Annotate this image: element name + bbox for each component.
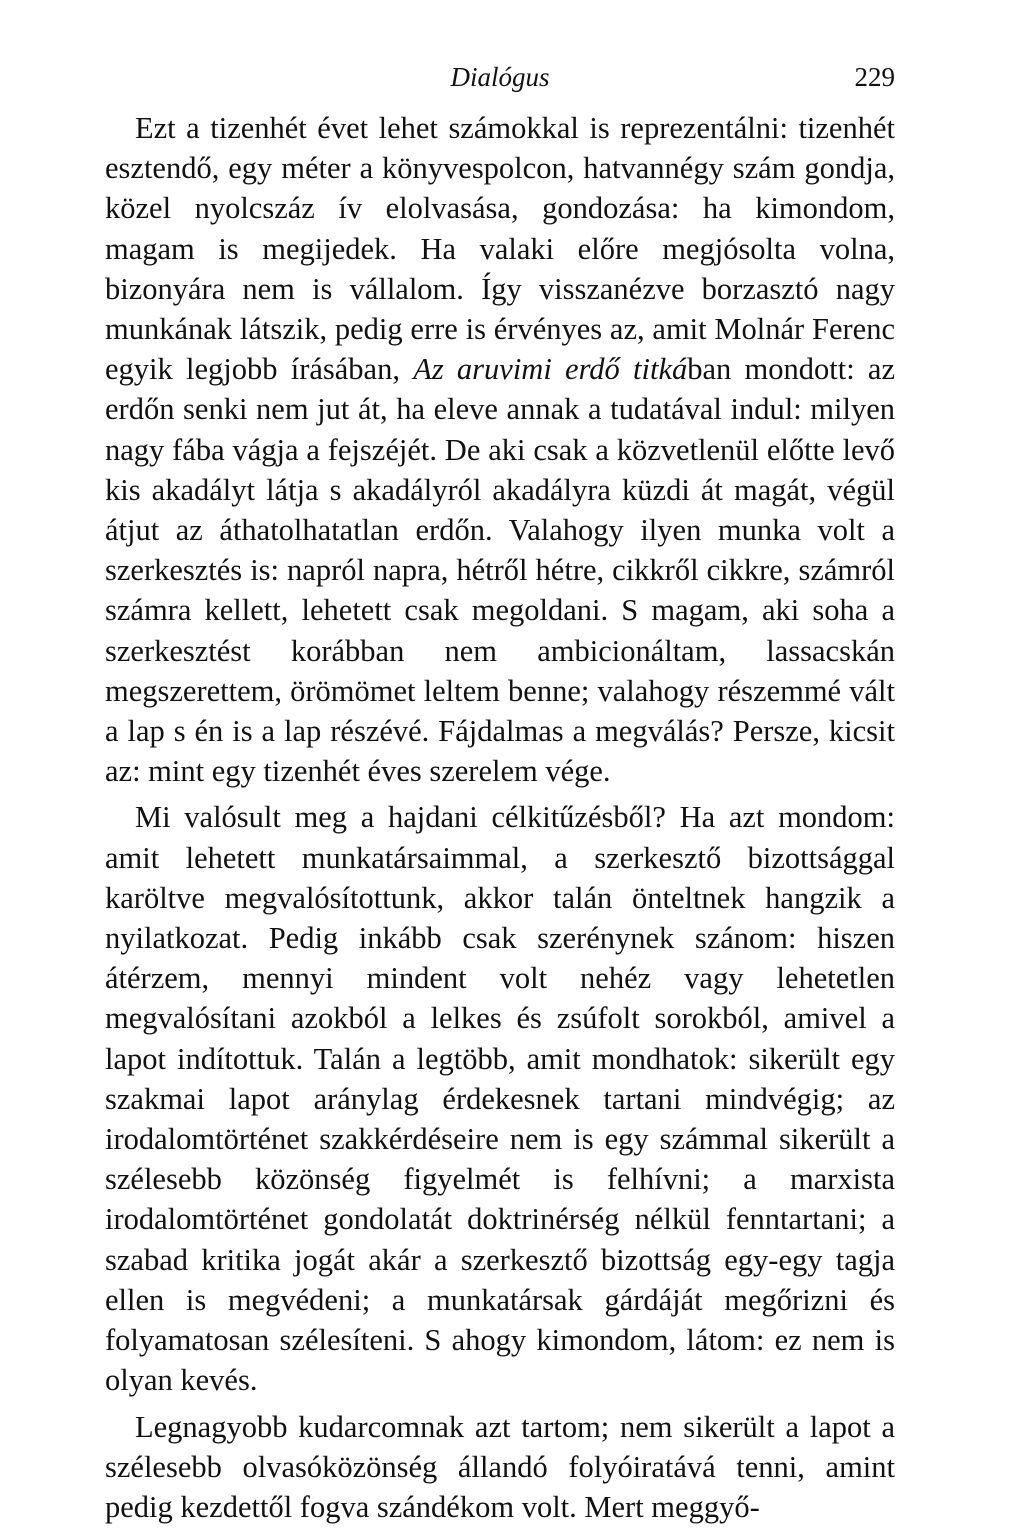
paragraph-2-text: Mi valósult meg a hajdani célkitűzésből? Ha azt mondom: amit lehetett munkatársaimmal, a szerkesztő bizottsággal karöltve megvalósítottunk, akkor talán önteltnek hangzik a nyilatkozat. Pedig inkább csak szerénynek szánom: hiszen átérzem, mennyi mindent volt nehéz vagy lehetetlen megvalósítani azokból a lelkes és zsúfolt sorokból, amivel a lapot indítottuk. Talán a legtöbb, amit mondhatok: sikerült egy szakmai lapot aránylag érdekesnek tartani mindvégig; az irodalomtörténet szakkérdéseire nem is egy számmal sikerült a szélesebb közönség figyelmét is felhívni; a marxista irodalomtörténet gondolatát doktrinérség nélkül fenntartani; a szabad kritika jogát akár a szerkesztő bizottság egy-egy tagja ellen is megvédeni; a munkatársak gárdáját megőrizni és folyamatosan szélesíteni. S ahogy kimondom, látom: ez nem is olyan kevés. (105, 800, 895, 1398)
paragraph-1-text-a: Ezt a tizenhét évet lehet számokkal is reprezentálni: tizenhét esztendő, egy méter a könyvespolcon, hatvannégy szám gondja, közel nyolcszáz ív elolvasása, gondozása: ha kimondom, magam is megijedek. Ha valaki előre megjósolta volna, bizonyára nem is vállalom. Így visszanézve borzasztó nagy munkának látszik, pedig erre is érvényes az, amit Molnár Ferenc egyik legjobb írásában, (105, 111, 895, 387)
paragraph-1-text-b: ban mondott: az erdőn senki nem jut át, ha eleve annak a tudatával indul: milyen nagy fába vágja a fejszéjét. De aki csak a közvetlenül előtte levő kis akadályt látja s akadályról akadályra küzdi át magát, végül átjut az áthatolhatatlan erdőn. Valahogy ilyen munka volt a szerkesztés is: napról napra, hétről hétre, cikkről cikkre, számról számra kellett, lehetett csak megoldani. S magam, aki soha a szerkesztést korábban nem ambicionáltam, lassacskán megszerettem, örömömet leltem benne; valahogy részemmé vált a lap s én is a lap részévé. Fájdalmas a megválás? Persze, kicsit az: mint egy tizenhét éves szerelem vége. (105, 352, 895, 789)
paragraph-3 (105, 1407, 895, 1528)
running-title: Dialógus (450, 62, 550, 92)
paragraph-1 (105, 108, 895, 791)
paragraph-3-text: Legnagyobb kudarcomnak azt tartom; nem sikerült a lapot a szélesebb olvasóközönség állandó folyóiratává tenni, amint pedig kezdettől fogva szándékom volt. Mert meggyő- (105, 1409, 895, 1524)
running-head (105, 62, 895, 108)
page-number: 229 (854, 62, 895, 92)
paragraph-2 (105, 797, 895, 1400)
body-text (105, 108, 895, 1527)
book-title-italic: Az aruvimi erdő titká (413, 352, 688, 387)
book-page (105, 62, 895, 1527)
